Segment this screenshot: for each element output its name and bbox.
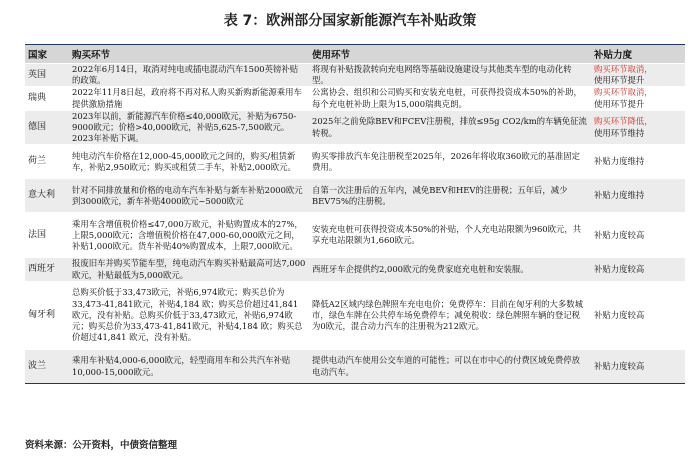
strength-line: 购买环节降低，: [594, 116, 653, 127]
table-row: [25, 179, 685, 213]
cell-country: 波兰: [25, 349, 69, 383]
strength-line: 购买环节取消，: [594, 64, 653, 74]
cell-country: 意大利: [25, 179, 69, 213]
strength-line: 使用环节提升: [594, 98, 645, 109]
page-title: 表 7：欧洲部分国家新能源汽车补贴政策: [223, 13, 477, 29]
cell-purchase: 总购买价低于33,473欧元，补贴6,974欧元；购买总价为33,473-41,841欧元，补贴4,184 欧；购买总价超过41,841欧元，没有补贴。总购买价低于33,473欧元，补贴6,974欧元；购买总价为33,473-41,841欧元，补贴4,184 欧；购买总价超过41,841 欧元，没有补贴。: [69, 281, 309, 349]
cell-usage: 提供电动汽车使用公交车道的可能性；可以在市中心的付费区域免费停放电动汽车。: [309, 349, 591, 383]
cell-country: 瑞典: [25, 87, 69, 110]
cell-usage: 购买零排放汽车免注册税至2025年，2026年将收取360欧元的基准固定费用。: [309, 145, 591, 179]
table-row: [25, 258, 685, 281]
source-note: 资料来源：公开资料，中债资信整理: [25, 440, 178, 451]
header-country: 国家: [25, 45, 69, 64]
cell-strength: [591, 64, 685, 87]
cell-country: 荷兰: [25, 145, 69, 179]
cell-usage: 降低A2区域内绿色牌照车充电电价；免费停车：目前在匈牙利的大多数城市，绿色车牌在公共停车场免费停车；减免税收：绿色牌照车辆的登记税为0欧元，混合动力汽车的注册税为212欧元。: [309, 281, 591, 349]
cell-country: 匈牙利: [25, 281, 69, 349]
cell-usage: 安装充电桩可获得投资成本50%的补贴，个人充电站限额为960欧元，共享充电站限额为1,660欧元。: [309, 213, 591, 258]
table-header-row: [25, 45, 685, 64]
strength-line: 补贴力度较高: [594, 360, 645, 371]
cell-usage: 自第一次注册后的五年内，减免BEV和HEV的注册税；五年后，减少BEV75%的注册税。: [309, 179, 591, 213]
cell-purchase: 2022年11月8日起，政府将不再对私人购买新购新能源乘用车提供激励措施: [69, 87, 309, 110]
cell-strength: [591, 281, 685, 349]
strength-line: 使用环节维持: [594, 127, 645, 138]
cell-purchase: 针对不同排放量和价格的电动车汽车补贴与新车补贴2000欧元到3000欧元，新车补贴4000欧元~5000欧元: [69, 179, 309, 213]
cell-country: 德国: [25, 110, 69, 145]
cell-strength: [591, 179, 685, 213]
table-row: [25, 87, 685, 110]
cell-purchase: 乘用车补贴4,000-6,000欧元，轻型商用车和公共汽车补贴10,000-15,000欧元。: [69, 349, 309, 383]
cell-purchase: 报废旧车并购买节能车型，纯电动汽车购买补贴最高可达7,000欧元，补贴最低为5,000欧元。: [69, 258, 309, 281]
cell-usage: 公寓协会、组织和公司购买和安装充电桩，可获得投资成本50%的补助，每个充电桩补助上限为15,000瑞典克朗。: [309, 87, 591, 110]
cell-strength: [591, 87, 685, 110]
cell-strength: [591, 258, 685, 281]
cell-country: 西班牙: [25, 258, 69, 281]
cell-strength: [591, 349, 685, 383]
table-row: [25, 281, 685, 349]
cell-purchase: 2022年6月14日，取消对纯电或插电混动汽车1500英镑补贴的政策。: [69, 64, 309, 87]
table-row: [25, 145, 685, 179]
cell-purchase: 乘用车含增值税价格≤47,000万欧元，补贴购置成本的27%，上限5,000欧元；含增值税价格在47,000-60,000欧元之间，补贴1,000欧元。货车补贴40%购置成本，上限7,000欧元。: [69, 213, 309, 258]
table-row: [25, 213, 685, 258]
header-strength: 补贴力度: [591, 45, 685, 64]
table-row: [25, 349, 685, 383]
cell-purchase: 纯电动汽车价格在12,000-45,000欧元之间的，购买/租赁新车，补贴2,950欧元；购买或租赁二手车，补贴2,000欧元。: [69, 145, 309, 179]
cell-strength: [591, 110, 685, 145]
strength-line: 补贴力度较高: [594, 309, 645, 320]
header-purchase: 购买环节: [69, 45, 309, 64]
cell-usage: 西班牙车企提供约2,000欧元的免费家庭充电桩和安装服。: [309, 258, 591, 281]
strength-line: 补贴力度维持: [594, 190, 645, 201]
table-row: [25, 110, 685, 145]
strength-line: 补贴力度较高: [594, 264, 645, 275]
table-row: [25, 64, 685, 87]
header-usage: 使用环节: [309, 45, 591, 64]
cell-strength: [591, 145, 685, 179]
policy-table: [25, 44, 685, 384]
strength-line: 使用环节提升: [594, 75, 645, 86]
strength-line: 购买环节取消，: [594, 87, 653, 98]
cell-usage: 2025年之前免除BEV和FCEV注册税，排放≤95g CO2/km的车辆免征流转税。: [309, 110, 591, 145]
strength-line: 补贴力度较高: [594, 229, 645, 240]
cell-strength: [591, 213, 685, 258]
cell-country: 法国: [25, 213, 69, 258]
cell-country: 英国: [25, 64, 69, 87]
table-body: [25, 64, 685, 384]
cell-purchase: 2023年以前，新能源汽车价格≤40,000欧元，补贴为6750-9000欧元；价格>40,000欧元，补贴5,625-7,500欧元。2023年补贴下调。: [69, 110, 309, 145]
strength-line: 补贴力度维持: [594, 156, 645, 167]
cell-usage: 将现有补贴拨款转向充电网络等基础设施建设与其他类车型的电动化转型。: [309, 64, 591, 87]
